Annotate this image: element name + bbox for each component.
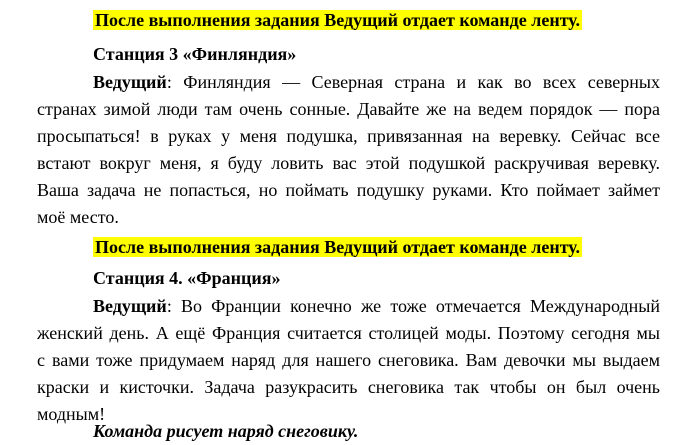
text-line: встают вокруг меня, я буду ловить вас этой подушкой раскручивая веревку. bbox=[37, 153, 660, 173]
station-3-host-paragraph bbox=[37, 69, 660, 231]
text-line bbox=[37, 69, 660, 96]
text-line bbox=[37, 293, 660, 320]
text-line: моё место. bbox=[37, 207, 119, 227]
text-line: краски и кисточки. Задача разукрасить снеговика так чтобы он был очень bbox=[37, 377, 660, 397]
text-line: модным! bbox=[37, 404, 106, 424]
highlight-note-2 bbox=[37, 234, 660, 261]
text-line: Ваша задача не попасться, но поймать подушку руками. Кто поймает займет bbox=[37, 180, 660, 200]
text-line-rest: : Во Франции конечно же тоже отмечается Международный bbox=[166, 296, 660, 316]
text-line-rest: : Финляндия — Северная страна и как во всех северных bbox=[166, 72, 660, 92]
highlighted-text: После выполнения задания Ведущий отдает команде ленту. bbox=[95, 237, 581, 257]
text-line: женский день. А ещё Франция считается столицей моды. Поэтому сегодня мы bbox=[37, 323, 660, 343]
highlight-note-1 bbox=[37, 7, 660, 34]
station-3-heading: Станция 3 «Финляндия» bbox=[93, 44, 297, 64]
team-action-note: Команда рисует наряд снеговику. bbox=[93, 421, 359, 441]
text-line: странах зимой люди там очень сонные. Давайте же на ведем порядок — пора bbox=[37, 99, 660, 119]
station-4-heading: Станция 4. «Франция» bbox=[93, 268, 281, 288]
station-4-host-paragraph bbox=[37, 293, 660, 428]
highlighted-text: После выполнения задания Ведущий отдает команде ленту. bbox=[95, 10, 581, 30]
host-label: Ведущий bbox=[93, 296, 167, 316]
text-line: с вами тоже придумаем наряд для нашего снеговика. Вам девочки мы выдаем bbox=[37, 350, 660, 370]
text-line: просыпаться! в руках у меня подушка, привязанная на веревку. Сейчас все bbox=[37, 126, 660, 146]
host-label: Ведущий bbox=[93, 72, 167, 92]
